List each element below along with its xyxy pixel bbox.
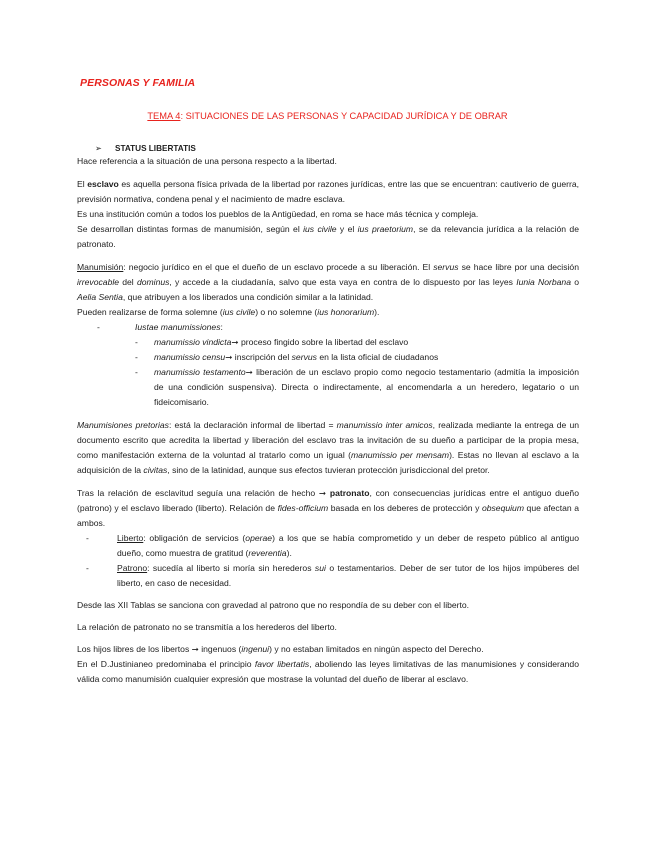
esclavo-institution: Es una institución común a todos los pueblos de la Antigüedad, en roma se hace más técnica y compleja. <box>77 209 479 219</box>
manumision-definition: Manumisión: negocio jurídico en el que el dueño de un esclavo procede a su liberación. El servus se hace libre por una decisión irrevocable del dominus, y accede a la ciudadanía, salvo que esta vaya en contra de lo dispuesto por las leyes Iunia Norbana o Aelia Sentia, que atribuyen a los liberados una condición similar a la latinidad. <box>77 262 579 302</box>
patronato-list <box>77 531 579 591</box>
subject-title: PERSONAS Y FAMILIA <box>80 77 196 89</box>
manumision-forms: Pueden realizarse de forma solemne (ius civile) o no solemne (ius honorarium). <box>77 307 380 317</box>
patronato-paragraph: Tras la relación de esclavitud seguía una relación de hecho ➞ patronato, con consecuencias jurídicas entre el antiguo dueño (patrono) y el esclavo liberado (liberto). Relación de fides-officium basada en los deberes de protección y obsequium que afectan a ambos. <box>77 488 579 528</box>
topic-label: TEMA 4 <box>147 111 181 121</box>
arrow-icon: ➞ <box>225 352 233 362</box>
section-title: STATUS LIBERTATIS <box>115 144 196 153</box>
xii-tablas-paragraph: Desde las XII Tablas se sanciona con gravedad al patrono que no respondía de su deber con el liberto. <box>77 600 470 610</box>
list-item: - manumissio vindicta➞ proceso fingido sobre la libertad del esclavo <box>135 337 409 347</box>
arrow-icon: ➞ <box>245 367 253 377</box>
justinianeo-paragraph: En el D.Justinianeo predominaba el principio favor libertatis, aboliendo las leyes limitativas de las manumisiones y considerando válida como manumisión cualquier expresión que mostrase la voluntad del dueño de liberar al esclavo. <box>77 659 579 684</box>
topic-title <box>0 111 655 121</box>
list-item: - Liberto: obligación de servicios (operae) a los que se había comprometido y un deber de respeto público al antiguo dueño, como muestra de gratitud (reverentia). <box>86 533 579 558</box>
arrowhead-bullet-icon: ➢ <box>95 144 102 153</box>
hijos-libertos-paragraph: Los hijos libres de los libertos ➞ ingenuos (ingenui) y no estaban limitados en ningún aspecto del Derecho. <box>77 644 484 654</box>
iustae-list <box>77 320 579 335</box>
pretorias-paragraph: Manumisiones pretorias: está la declaración informal de libertad = manumissio inter amicos, realizada mediante la entrega de un documento escrito que acredita la libertad y liberación del esclavo tras la invitación de su dueño a participar de la propia mesa, como manifestación externa de la voluntad al tratarlo como un igual (manumissio per mensam). Estas no llevan al esclavo a la adquisición de la civitas, sino de la latinidad, aunque sus efectos tuvieran protección jurisdiccional del pretor. <box>77 420 580 475</box>
manumision-term: Manumisión <box>77 262 124 272</box>
topic-text: : SITUACIONES DE LAS PERSONAS Y CAPACIDAD JURÍDICA Y DE OBRAR <box>180 111 508 121</box>
list-item: - Patrono: sucedía al liberto si moría sin herederos sui o testamentarios. Deber de ser tutor de los hijos impúberes del liberto, en caso de necesidad. <box>86 563 579 588</box>
section-heading <box>95 143 196 153</box>
arrow-icon: ➞ <box>191 644 199 654</box>
intro-paragraph: Hace referencia a la situación de una persona respecto a la libertad. <box>77 156 337 166</box>
document-body <box>77 154 579 687</box>
list-item: - Iustae manumissiones: <box>97 322 223 332</box>
arrow-icon: ➞ <box>231 337 239 347</box>
esclavo-manumission-forms: Se desarrollan distintas formas de manumisión, según el ius civile y el ius praetorium, se da relevancia jurídica a la relación de patronato. <box>77 224 579 249</box>
manumissio-types-list <box>77 335 579 410</box>
esclavo-definition: El esclavo es aquella persona física privada de la libertad por razones jurídicas, entre las que se encuentran: cautiverio de guerra, previsión normativa, condena penal y el nacimiento de madre esclava. <box>77 179 580 204</box>
patronato-transmission-paragraph: La relación de patronato no se transmitía a los herederos del liberto. <box>77 622 337 632</box>
arrow-icon: ➞ <box>318 488 327 498</box>
list-item: - manumissio testamento➞ liberación de un esclavo propio como negocio testamentario (admitía la imposición de una condición suspensiva). Directa o indirectamente, al encomendarla a un heredero, legatario o un fideicomisario. <box>135 367 579 407</box>
list-item: - manumissio censu➞ inscripción del servus en la lista oficial de ciudadanos <box>135 352 439 362</box>
